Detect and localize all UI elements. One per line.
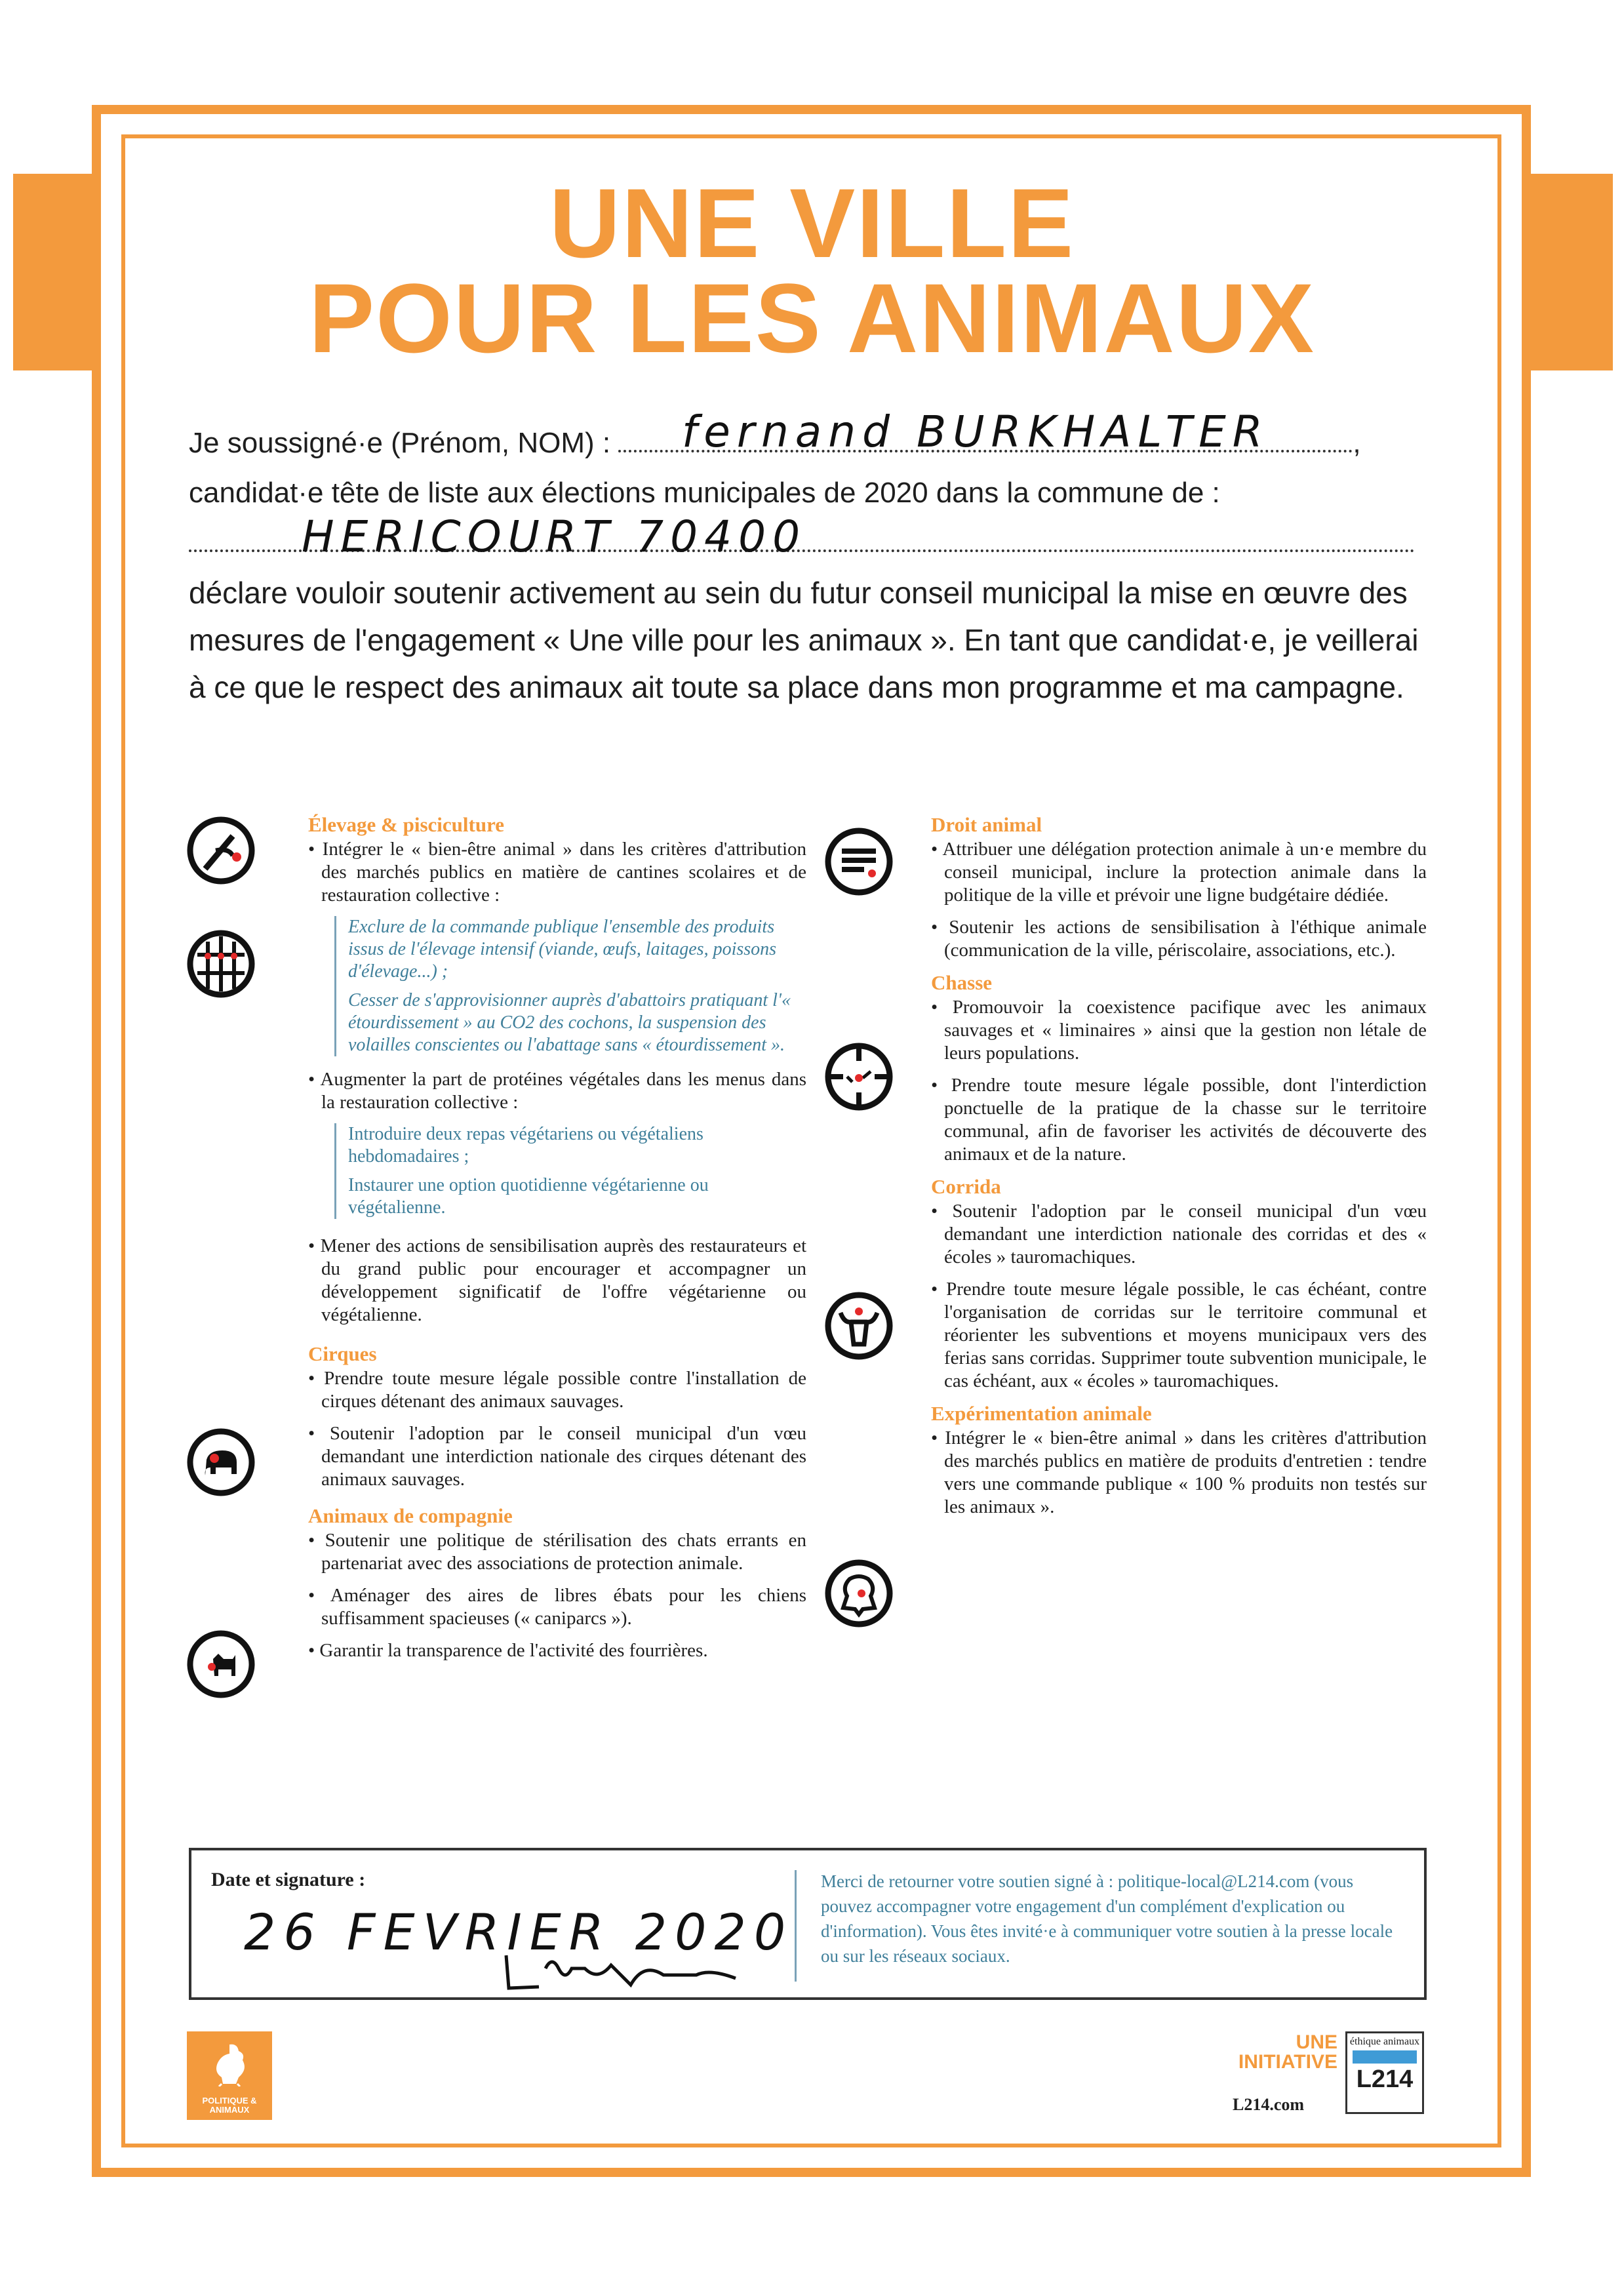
corrida-bullet-2: • Prendre toute mesure légale possible, le cas échéant, contre l'organisation de corridas sur le territoire communal et réorienter les subventions et moyens municipaux vers des ferias sans corridas. Supprimer toute subvention municipale, le cas échéant, aux « écoles » tauromachiques. (931, 1278, 1427, 1393)
handwritten-date: 26 FEVRIER 2020 (244, 1903, 794, 1961)
signature-label: Date et signature : (211, 1869, 366, 1890)
elevage-bullet-3: • Mener des actions de sensibilisation auprès des restaurateurs et du grand public pour encourager et accompagner un développement significatif de l'offre végétarienne ou végétalienne. (308, 1235, 806, 1327)
elevage-sub-list-2 (334, 1123, 806, 1219)
cirques-bullet-2: • Soutenir l'adoption par le conseil municipal d'un vœu demandant une interdiction nationale des cirques détenant des animaux sauvages. (308, 1422, 806, 1491)
handwritten-name: fernand BURKHALTER (682, 407, 1269, 457)
elephant-icon (187, 1428, 255, 1496)
section-title-elevage: Élevage & pisciculture (308, 813, 505, 836)
initiative-text: INITIATIVE (1238, 2051, 1337, 2073)
elevage-sub-list-1 (334, 916, 806, 1056)
section-title-compagnie: Animaux de compagnie (308, 1504, 513, 1527)
handwritten-signature (500, 1949, 749, 1995)
handwritten-commune: HERICOURT 70400 (302, 511, 807, 562)
signature-divider (795, 1870, 797, 1982)
rat-icon (825, 1559, 893, 1627)
elevage-sub-item: Exclure de la commande publique l'ensemble des produits issus de l'élevage intensif (viande, œufs, laitages, poissons d'élevage...) ; (348, 917, 777, 982)
compagnie-bullet-1: • Soutenir une politique de stérilisation des chats errants en partenariat avec des associations de protection animale. (308, 1529, 806, 1575)
page-title-line1: UNE VILLE (549, 168, 1075, 278)
return-instructions: Merci de retourner votre soutien signé à : politique-local@L214.com (vous pouvez accompagner votre engagement d'un complément d'explication ou d'information). Vous êtes invité·e à communiquer votre soutien à la presse locale ou sur les réseaux sociaux. (821, 1871, 1393, 1966)
page-title-line2: POUR LES ANIMAUX (309, 263, 1315, 373)
pledge-body: déclare vouloir soutenir activement au sein du futur conseil municipal la mise en œuvre des mesures de l'engagement « Une ville pour les animaux ». En tant que candidat·e, je veillerai à ce que le respect des animaux ait toute sa place dans mon programme et ma campagne. (189, 576, 1419, 704)
elevage-sub-item: Cesser de s'approvisionner auprès d'abattoirs pratiquant l'« étourdissement » au CO2 des cochons, la suspension des volailles conscientes ou l'abattage sans « étourdissement ». (348, 990, 791, 1055)
elevage-bullet-2: • Augmenter la part de protéines végétales dans les menus dans la restauration collective : (308, 1068, 806, 1114)
l214-animals-band (1353, 2050, 1417, 2064)
document-icon (825, 828, 893, 896)
elevage-sub-item: Introduire deux repas végétariens ou végétaliens hebdomadaires ; (348, 1124, 703, 1167)
right-column (931, 813, 1427, 1528)
compagnie-bullet-2: • Aménager des aires de libres ébats pour les chiens suffisamment spacieuses (« caniparcs »). (308, 1584, 806, 1630)
left-column (308, 813, 806, 1671)
experimentation-bullet-1: • Intégrer le « bien-être animal » dans les critères d'attribution des marchés publics en matière de produits d'entretien : tendre vers une commande publique « 100 % produits non testés sur les animaux ». (931, 1427, 1427, 1519)
chasse-bullet-2: • Prendre toute mesure légale possible, dont l'interdiction ponctuelle de la pratique de la chasse sur le territoire communal, afin de favoriser les activités de découverte des animaux et de la nature. (931, 1074, 1427, 1166)
section-title-corrida: Corrida (931, 1175, 1001, 1198)
rooster-icon (210, 2041, 249, 2086)
crosshair-icon (825, 1043, 893, 1111)
politique-animaux-text: POLITIQUE & ANIMAUX (202, 2096, 257, 2115)
section-title-chasse: Chasse (931, 971, 993, 994)
une-initiative-label (1193, 2033, 1337, 2072)
droit-bullet-1: • Attribuer une délégation protection animale à un·e membre du conseil municipal, inclure la protection animale dans la politique de la ville et prévoir une ligne budgétaire dédiée. (931, 838, 1427, 907)
dog-icon (187, 1630, 255, 1698)
chasse-bullet-1: • Promouvoir la coexistence pacifique avec les animaux sauvages et « liminaires » ainsi que la gestion non létale de leurs populations. (931, 996, 1427, 1065)
une-text: UNE (1296, 2031, 1337, 2053)
bull-icon (825, 1292, 893, 1360)
cirques-bullet-1: • Prendre toute mesure légale possible contre l'installation de cirques détenant des animaux sauvages. (308, 1367, 806, 1413)
corrida-bullet-1: • Soutenir l'adoption par le conseil municipal d'un vœu demandant une interdiction nationale des corridas et des « écoles » tauromachiques. (931, 1200, 1427, 1269)
l214-logo-text: L214 (1356, 2066, 1414, 2093)
droit-bullet-2: • Soutenir les actions de sensibilisation à l'éthique animale (communication de la ville, périscolaire, associations, etc.). (931, 916, 1427, 962)
section-title-cirques: Cirques (308, 1342, 377, 1365)
signature-box[interactable] (189, 1848, 1427, 2000)
l214-tagline: éthique animaux (1349, 2036, 1420, 2047)
pledge-name-label: Je soussigné·e (Prénom, NOM) : (189, 427, 611, 459)
cage-icon (187, 930, 255, 998)
pledge-line1: Je soussigné·e (Prénom, NOM) : , (189, 427, 1361, 459)
l214-logo (1345, 2031, 1424, 2114)
elevage-sub-item: Instaurer une option quotidienne végétarienne ou végétalienne. (348, 1175, 709, 1218)
elevage-bullet-1: • Intégrer le « bien-être animal » dans les critères d'attribution des marchés publics en matière de cantines scolaires et de restauration collective : (308, 838, 806, 907)
compagnie-bullet-3: • Garantir la transparence de l'activité des fourrières. (308, 1639, 806, 1662)
l214-website[interactable]: L214.com (1233, 2095, 1305, 2114)
section-title-droit: Droit animal (931, 813, 1042, 836)
section-title-experimentation: Expérimentation animale (931, 1402, 1152, 1425)
pledge-line2: candidat·e tête de liste aux élections municipales de 2020 dans la commune de : (189, 477, 1220, 509)
fish-rod-icon (187, 816, 255, 885)
politique-animaux-logo (187, 2031, 272, 2120)
